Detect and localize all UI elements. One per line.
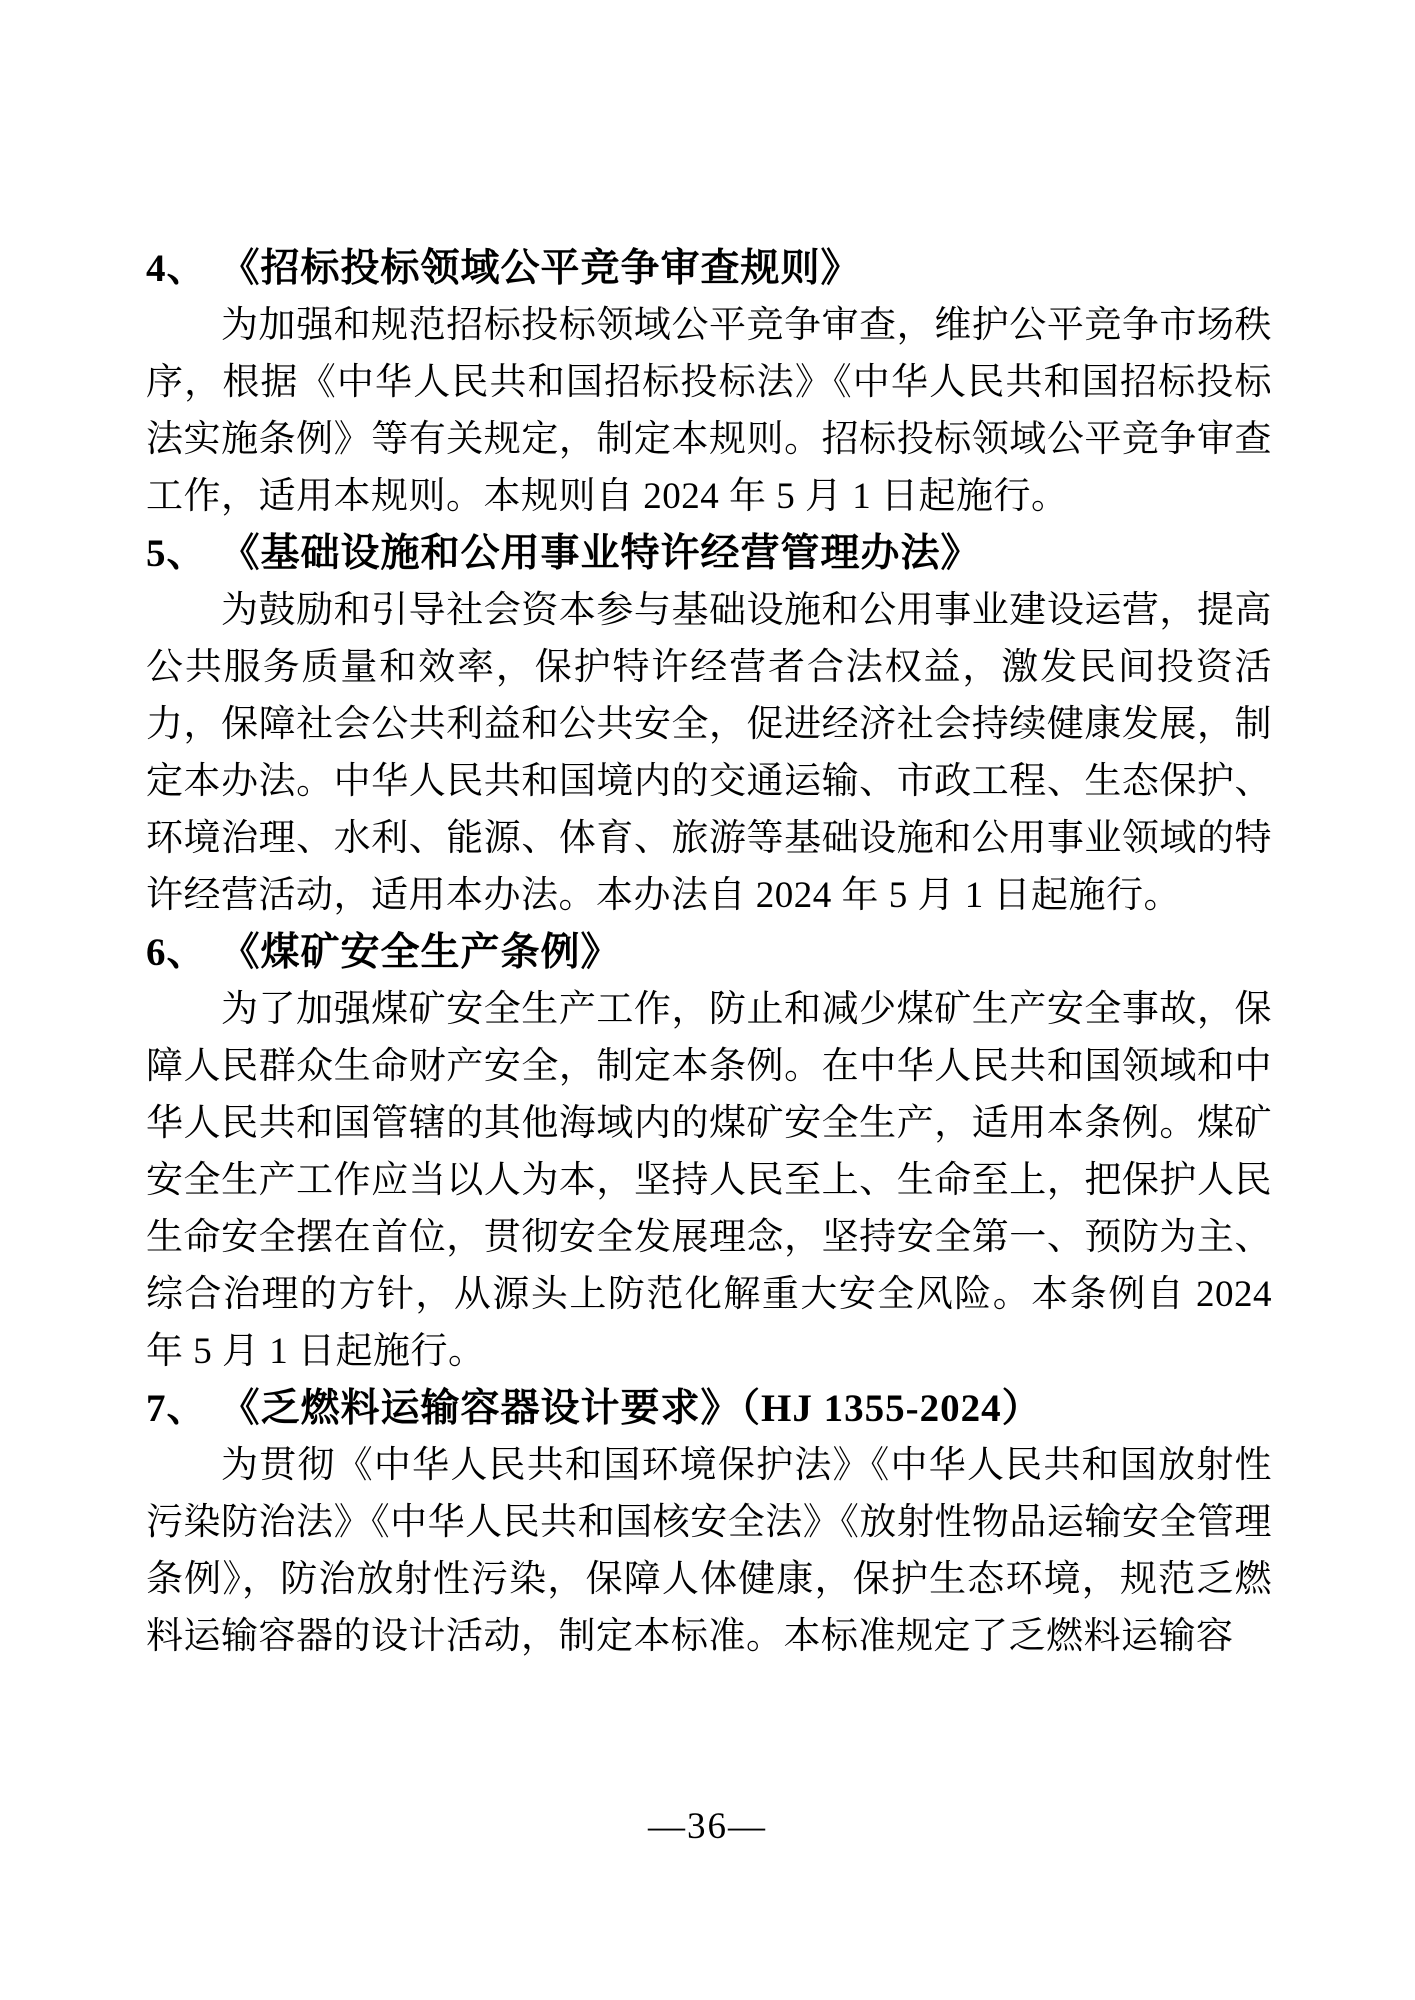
section-6-heading: [146, 924, 1272, 981]
section-7-heading: [146, 1380, 1272, 1437]
section-5: [146, 525, 1272, 924]
section-5-number: 5、: [146, 532, 207, 575]
section-7-number: 7、: [146, 1387, 207, 1430]
section-4-body: 为加强和规范招标投标领域公平竞争审查，维护公平竞争市场秩序，根据《中华人民共和国招标投标法》《中华人民共和国招标投标法实施条例》等有关规定，制定本规则。招标投标领域公平竞争审查工作，适用本规则。本规则自 2024 年 5 月 1 日起施行。: [146, 305, 1272, 517]
section-5-title: 《基础设施和公用事业特许经营管理办法》: [220, 532, 981, 575]
section-6-title: 《煤矿安全生产条例》: [220, 931, 621, 974]
section-4-heading: [146, 240, 1272, 297]
section-6-number: 6、: [146, 931, 207, 974]
section-7-title-suffix: （HJ 1355-2024）: [740, 1387, 1042, 1430]
section-5-heading: [146, 525, 1272, 582]
section-6: [146, 924, 1272, 1380]
section-7-body: 为贯彻《中华人民共和国环境保护法》《中华人民共和国放射性污染防治法》《中华人民共和国核安全法》《放射性物品运输安全管理条例》，防治放射性污染，保障人体健康，保护生态环境，规范乏燃料运输容器的设计活动，制定本标准。本标准规定了乏燃料运输容: [146, 1445, 1272, 1657]
section-4: [146, 240, 1272, 525]
section-7-title: 《乏燃料运输容器设计要求》: [220, 1387, 741, 1430]
section-4-title: 《招标投标领域公平竞争审查规则》: [220, 247, 861, 290]
section-7: [146, 1380, 1272, 1665]
section-4-number: 4、: [146, 247, 207, 290]
page-content: [146, 240, 1272, 1665]
section-5-body: 为鼓励和引导社会资本参与基础设施和公用事业建设运营，提高公共服务质量和效率，保护特许经营者合法权益，激发民间投资活力，保障社会公共利益和公共安全，促进经济社会持续健康发展，制定本办法。中华人民共和国境内的交通运输、市政工程、生态保护、环境治理、水利、能源、体育、旅游等基础设施和公用事业领域的特许经营活动，适用本办法。本办法自 2024 年 5 月 1 日起施行。: [146, 590, 1272, 916]
section-6-body: 为了加强煤矿安全生产工作，防止和减少煤矿生产安全事故，保障人民群众生命财产安全，制定本条例。在中华人民共和国领域和中华人民共和国管辖的其他海域内的煤矿安全生产，适用本条例。煤矿安全生产工作应当以人为本，坚持人民至上、生命至上，把保护人民生命安全摆在首位，贯彻安全发展理念，坚持安全第一、预防为主、综合治理的方针，从源头上防范化解重大安全风险。本条例自 2024 年 5 月 1 日起施行。: [146, 989, 1272, 1372]
page-number: —36—: [648, 1806, 767, 1847]
